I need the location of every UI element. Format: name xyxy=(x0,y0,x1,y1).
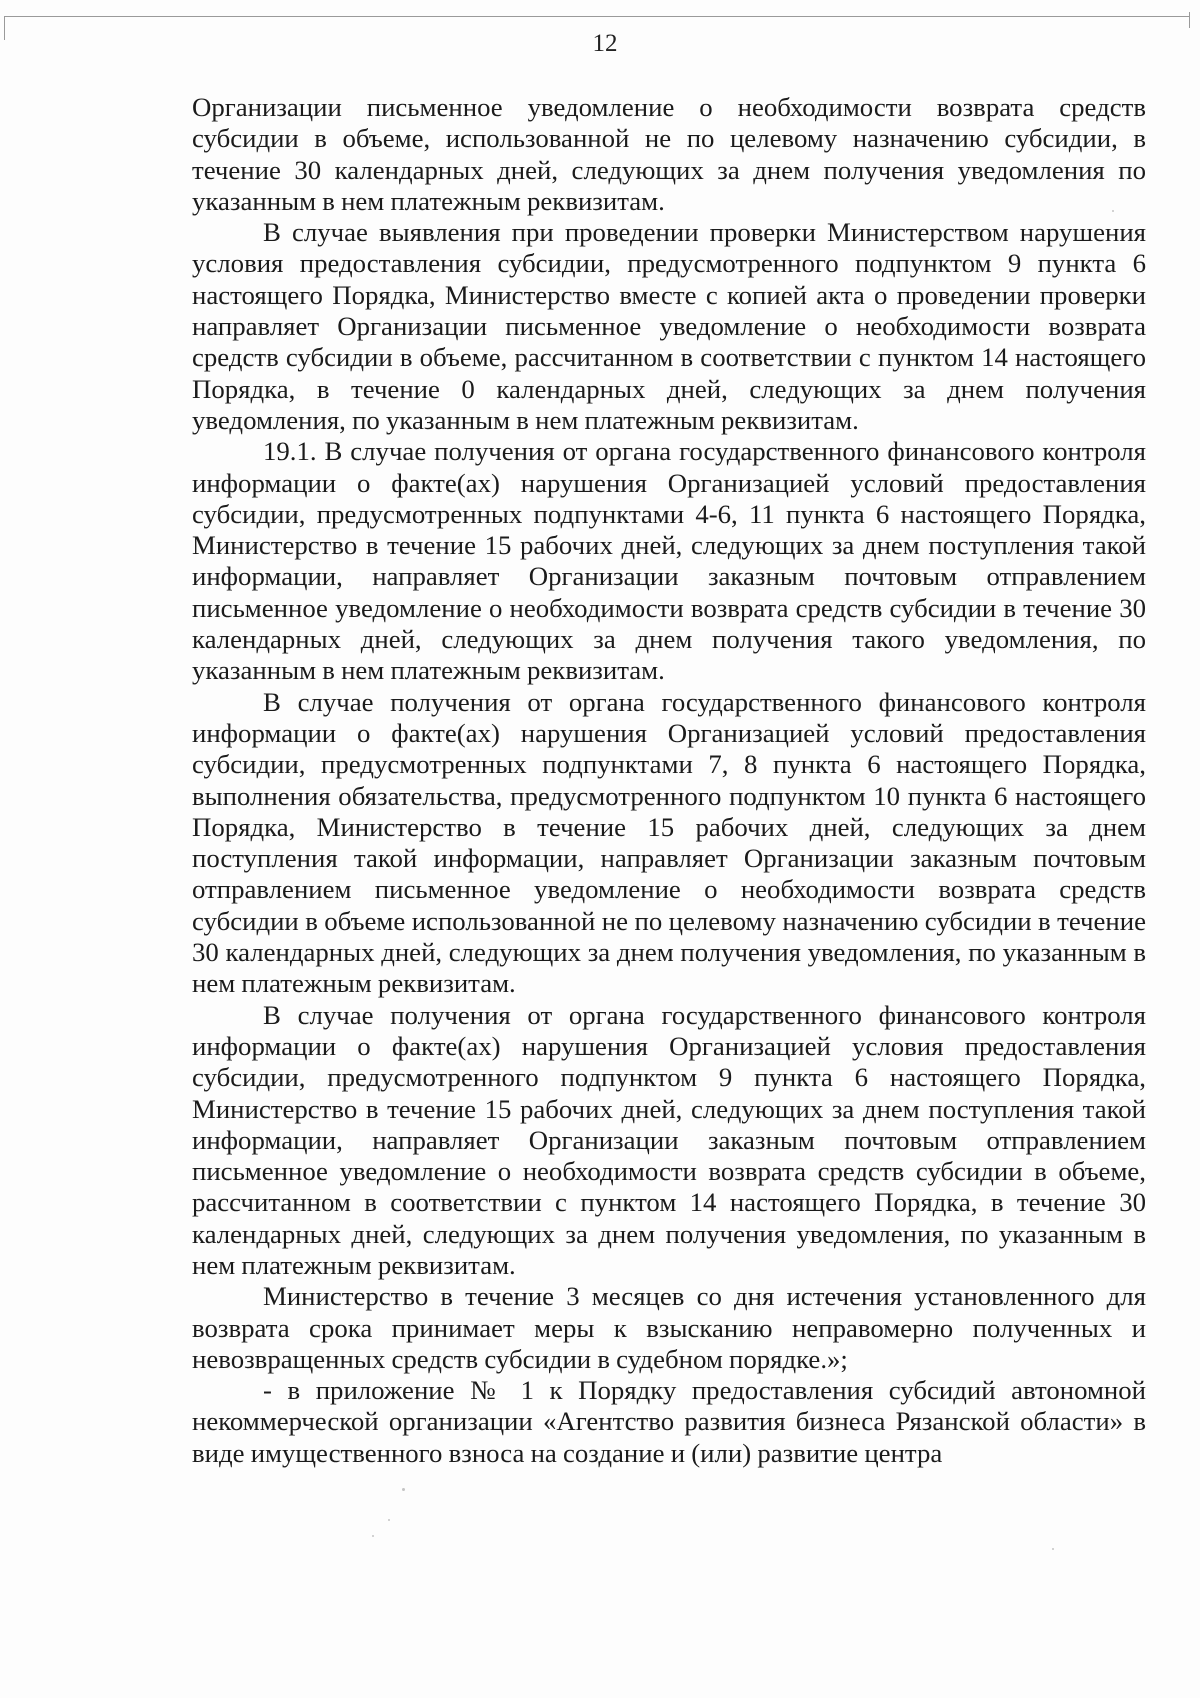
scan-speck xyxy=(1052,1548,1054,1550)
scan-border-top xyxy=(4,16,1190,17)
paragraph-7: - в приложение № 1 к Порядку предоставления субсидий автономной некоммерческой организации «Агентство развития бизнеса Рязанской области» в виде имущественного взноса на создание и (или) развитие центра xyxy=(192,1375,1146,1468)
paragraph-2: В случае выявления при проведении проверки Министерством нарушения условия предоставления субсидии, предусмотренного подпунктом 9 пункта 6 настоящего Порядка, Министерство вместе с копией акта о проведении проверки направляет Организации письменное уведомление о необходимости возврата средств субсидии в объеме, рассчитанном в соответствии с пунктом 14 настоящего Порядка, в течение 0 календарных дней, следующих за днем получения уведомления, по указанным в нем платежным реквизитам. xyxy=(192,217,1146,435)
scan-border-left xyxy=(4,16,5,40)
scan-border-right xyxy=(1189,12,1190,28)
paragraph-6: Министерство в течение 3 месяцев со дня истечения установленного для возврата срока принимает меры к взысканию неправомерно полученных и невозвращенных средств субсидии в судебном порядке.»; xyxy=(192,1281,1146,1374)
scan-speck xyxy=(388,1519,390,1521)
paragraph-3-clause-19-1: 19.1. В случае получения от органа государственного финансового контроля информации о факте(ах) нарушения Организацией условий предоставления субсидии, предусмотренных подпунктами 4-6, 11 пункта 6 настоящего Порядка, Министерство в течение 15 рабочих дней, следующих за днем поступления такой информации, направляет Организации заказным почтовым отправлением письменное уведомление о необходимости возврата средств субсидии в течение 30 календарных дней, следующих за днем получения такого уведомления, по указанным в нем платежным реквизитам. xyxy=(192,436,1146,686)
paragraph-5: В случае получения от органа государственного финансового контроля информации о факте(ах) нарушения Организацией условия предоставления субсидии, предусмотренного подпунктом 9 пункта 6 настоящего Порядка, Министерство в течение 15 рабочих дней, следующих за днем поступления такой информации, направляет Организации заказным почтовым отправлением письменное уведомление о необходимости возврата средств субсидии в объеме, рассчитанном в соответствии с пунктом 14 настоящего Порядка, в течение 30 календарных дней, следующих за днем получения уведомления, по указанным в нем платежным реквизитам. xyxy=(192,999,1146,1280)
scan-speck xyxy=(402,1488,405,1491)
body-text xyxy=(192,92,1146,1469)
paragraph-4: В случае получения от органа государственного финансового контроля информации о факте(ах) нарушения Организацией условий предоставления субсидии, предусмотренных подпунктами 7, 8 пункта 6 настоящего Порядка, выполнения обязательства, предусмотренного подпунктом 10 пункта 6 настоящего Порядка, Министерство в течение 15 рабочих дней, следующих за днем поступления такой информации, направляет Организации заказным почтовым отправлением письменное уведомление о необходимости возврата средств субсидии в объеме использованной не по целевому назначению субсидии в течение 30 календарных дней, следующих за днем получения уведомления, по указанным в нем платежным реквизитам. xyxy=(192,686,1146,999)
scan-speck xyxy=(372,1535,374,1537)
page-number: 12 xyxy=(592,30,618,57)
scan-speck xyxy=(1112,210,1114,212)
paragraph-1: Организации письменное уведомление о необходимости возврата средств субсидии в объеме, использованной не по целевому назначению субсидии, в течение 30 календарных дней, следующих за днем получения уведомления по указанным в нем платежным реквизитам. xyxy=(192,92,1146,216)
